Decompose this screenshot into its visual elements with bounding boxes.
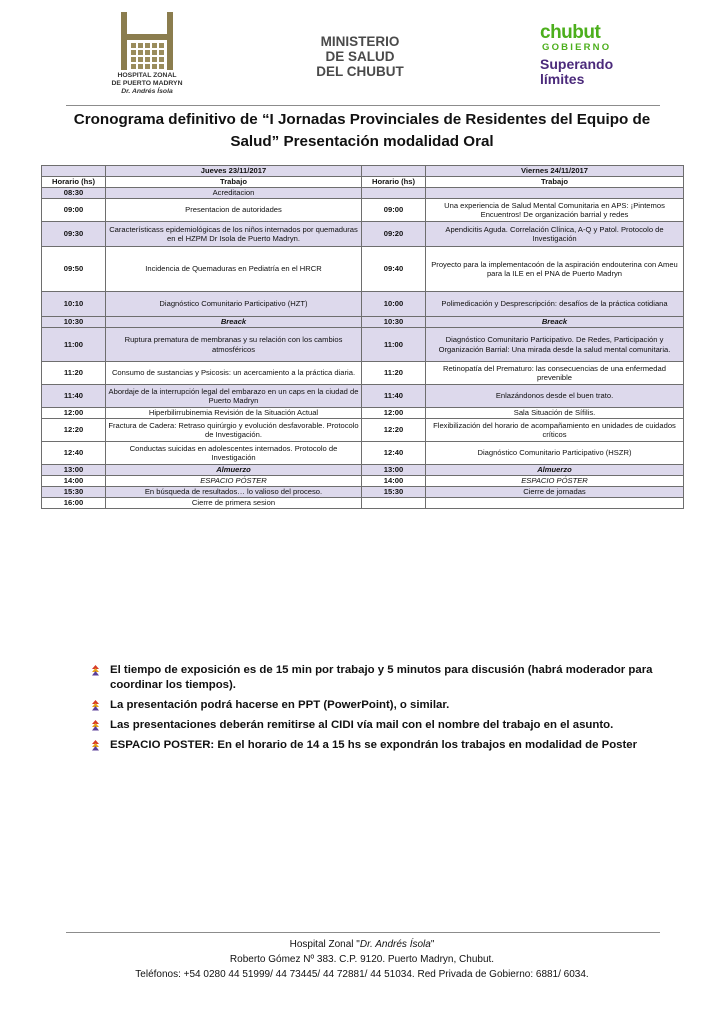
- time-cell-day2: 12:00: [362, 408, 426, 419]
- time-cell-day2: 15:30: [362, 487, 426, 498]
- table-row: [42, 442, 684, 465]
- time-cell-day1: 09:30: [42, 222, 106, 247]
- time-cell-day1: 12:00: [42, 408, 106, 419]
- work-cell-day1: Almuerzo: [106, 465, 362, 476]
- table-row: [42, 292, 684, 317]
- table-row: [42, 385, 684, 408]
- ministry-line1: MINISTERIO: [320, 34, 400, 49]
- table-row: [42, 199, 684, 222]
- footer-line1: [40, 937, 684, 952]
- time-cell-day1: 11:00: [42, 328, 106, 362]
- work-cell-day2: Sala Situación de Sífilis.: [426, 408, 684, 419]
- work-cell-day1: Cierre de primera sesion: [106, 498, 362, 509]
- note-text: La presentación podrá hacerse en PPT (PowerPoint), o similar.: [110, 699, 450, 711]
- hospital-logo-line2: DE PUERTO MADRYN: [111, 80, 183, 87]
- footer-address: Roberto Gómez Nº 383. C.P. 9120. Puerto Madryn, Chubut.: [229, 954, 495, 965]
- note-text: ESPACIO POSTER: En el horario de 14 a 15 hs se expondrán los trabajos en modalidad de Poster: [110, 739, 638, 751]
- day2-header: Viernes 24/11/2017: [426, 166, 684, 177]
- time-cell-day1: 09:00: [42, 199, 106, 222]
- time-cell-day2: 14:00: [362, 476, 426, 487]
- note-item: [84, 718, 684, 733]
- footer-divider: [66, 932, 660, 933]
- time-cell-day1: 11:40: [42, 385, 106, 408]
- work-cell-day2: Proyecto para la implementacoón de la aspiración endouterina con Ameu para la ILE en el PNA de Puerto Madryn: [426, 247, 684, 292]
- time-cell-day2: 09:20: [362, 222, 426, 247]
- work-cell-day2: Diagnóstico Comunitario Participativo (HSZR): [426, 442, 684, 465]
- arrow-bullet-icon: [90, 700, 101, 711]
- work-col-header-1: Trabajo: [106, 177, 362, 188]
- note-text: Las presentaciones deberán remitirse al CIDI vía mail con el nombre del trabajo en el asunto.: [110, 719, 614, 731]
- time-cell-day1: 10:30: [42, 317, 106, 328]
- table-row: [42, 465, 684, 476]
- footer-phones: Teléfonos: +54 0280 44 51999/ 44 73445/ 44 72881/ 44 51034. Red Privada de Gobierno: 6881/ 6034.: [135, 969, 589, 980]
- arrow-bullet-icon: [90, 665, 101, 676]
- time-cell-day2: 10:00: [362, 292, 426, 317]
- table-row: [42, 247, 684, 292]
- work-cell-day2: [426, 188, 684, 199]
- work-cell-day2: Retinopatía del Prematuro: las consecuencias de una enfermedad prevenible: [426, 362, 684, 385]
- ministry-logo: [290, 34, 430, 79]
- footer-hospital-suffix: ": [430, 939, 435, 950]
- time-cell-day1: 16:00: [42, 498, 106, 509]
- header-divider: [66, 105, 660, 106]
- work-cell-day1: Hiperbilirrubinemia Revisión de la Situación Actual: [106, 408, 362, 419]
- time-cell-day1: 12:40: [42, 442, 106, 465]
- work-cell-day2: Diagnóstico Comunitario Participativo. De Redes, Participación y Organización Barrial: Una mirada desde la salud mental comunitaria.: [426, 328, 684, 362]
- work-cell-day1: Presentacion de autoridades: [106, 199, 362, 222]
- time-cell-day1: 08:30: [42, 188, 106, 199]
- arrow-bullet-icon: [90, 720, 101, 731]
- column-header-row: [42, 177, 684, 188]
- table-row: [42, 328, 684, 362]
- time-cell-day2: 11:20: [362, 362, 426, 385]
- time-cell-day2: 11:00: [362, 328, 426, 362]
- work-cell-day1: Acreditacion: [106, 188, 362, 199]
- time-cell-day2: 10:30: [362, 317, 426, 328]
- time-cell-day1: 11:20: [42, 362, 106, 385]
- work-cell-day2: Enlazándonos desde el buen trato.: [426, 385, 684, 408]
- ministry-line2: DE SALUD: [325, 49, 395, 64]
- table-row: [42, 419, 684, 442]
- work-cell-day2: Cierre de jornadas: [426, 487, 684, 498]
- work-cell-day1: Diagnóstico Comunitario Participativo (HZT): [106, 292, 362, 317]
- title-line2: Salud” Presentación modalidad Oral: [230, 133, 494, 150]
- gov-slogan-2: límites: [540, 71, 585, 87]
- hospital-logo: [92, 12, 202, 96]
- time-cell-day1: 13:00: [42, 465, 106, 476]
- title-line1: Cronograma definitivo de “I Jornadas Provinciales de Residentes del Equipo de: [73, 111, 651, 128]
- work-cell-day1: Ruptura prematura de membranas y su relación con los cambios atmosféricos: [106, 328, 362, 362]
- time-cell-day1: 09:50: [42, 247, 106, 292]
- work-cell-day2: Una experiencia de Salud Mental Comunitaria en APS: ¡Pintemos Encuentros! De organización barrial y redes: [426, 199, 684, 222]
- gov-sub: GOBIERNO: [542, 42, 612, 53]
- table-row: [42, 222, 684, 247]
- work-cell-day2: Polimedicación y Desprescripción: desafíos de la práctica cotidiana: [426, 292, 684, 317]
- work-cell-day1: Característicass epidemiológicas de los niños internados por quemaduras en el HZPM Dr Isola de Puerto Madryn.: [106, 222, 362, 247]
- time-col-header-1: Horario (hs): [42, 177, 106, 188]
- note-item: [84, 738, 684, 753]
- footer-hospital-name: Dr. Andrés Ísola: [359, 939, 431, 950]
- note-item: [84, 663, 684, 693]
- work-cell-day1: Consumo de sustancias y Psicosis: un acercamiento a la práctica diaria.: [106, 362, 362, 385]
- time-cell-day1: 15:30: [42, 487, 106, 498]
- work-cell-day1: En búsqueda de resultados… lo valioso del proceso.: [106, 487, 362, 498]
- time-cell-day2: 12:40: [362, 442, 426, 465]
- time-cell-day1: 14:00: [42, 476, 106, 487]
- time-cell-day2: [362, 188, 426, 199]
- work-cell-day2: Almuerzo: [426, 465, 684, 476]
- table-row: [42, 487, 684, 498]
- time-cell-day1: 10:10: [42, 292, 106, 317]
- time-cell-day2: 13:00: [362, 465, 426, 476]
- ministry-line3: DEL CHUBUT: [316, 64, 404, 79]
- time-cell-day2: 09:00: [362, 199, 426, 222]
- work-cell-day2: ESPACIO PÓSTER: [426, 476, 684, 487]
- work-cell-day2: Apendicitis Aguda. Correlación Clínica, A-Q y Patol. Protocolo de Investigación: [426, 222, 684, 247]
- arrow-bullet-icon: [90, 740, 101, 751]
- page-header: [0, 0, 724, 108]
- time-cell-day2: 12:20: [362, 419, 426, 442]
- time-col-header-2: Horario (hs): [362, 177, 426, 188]
- work-cell-day1: Incidencia de Quemaduras en Pediatría en el HRCR: [106, 247, 362, 292]
- table-row: [42, 317, 684, 328]
- day-header-row: [42, 166, 684, 177]
- work-cell-day2: Breack: [426, 317, 684, 328]
- hospital-building-icon: [119, 12, 175, 70]
- document-title: [60, 109, 664, 153]
- work-cell-day2: [426, 498, 684, 509]
- work-cell-day1: Abordaje de la interrupción legal del embarazo en un caps en la ciudad de Puerto Madryn: [106, 385, 362, 408]
- gov-slogan-1: Superando: [540, 56, 614, 72]
- table-row: [42, 362, 684, 385]
- hospital-logo-line1: HOSPITAL ZONAL: [117, 72, 177, 79]
- time-cell-day2: 11:40: [362, 385, 426, 408]
- time-cell-day2: [362, 498, 426, 509]
- footer-hospital-prefix: Hospital Zonal ": [289, 939, 360, 950]
- time-cell-day2: 09:40: [362, 247, 426, 292]
- work-cell-day1: Conductas suicidas en adolescentes internados. Protocolo de Investigación: [106, 442, 362, 465]
- page-footer: [40, 937, 684, 982]
- work-cell-day1: Fractura de Cadera: Retraso quirúrgio y evolución desfavorable. Protocolo de Investigación.: [106, 419, 362, 442]
- table-row: [42, 476, 684, 487]
- note-item: [84, 698, 684, 713]
- hospital-logo-line3: Dr. Andrés Ísola: [121, 88, 173, 95]
- table-row: [42, 188, 684, 199]
- work-col-header-2: Trabajo: [426, 177, 684, 188]
- work-cell-day1: Breack: [106, 317, 362, 328]
- day1-header: Jueves 23/11/2017: [106, 166, 362, 177]
- time-cell-day1: 12:20: [42, 419, 106, 442]
- schedule-table: [41, 165, 684, 509]
- gov-brand: chubut: [540, 22, 601, 43]
- hospital-logo-text: [92, 72, 202, 96]
- work-cell-day2: Flexibilización del horario de acompañamiento en unidades de cuidados críticos: [426, 419, 684, 442]
- note-text: El tiempo de exposición es de 15 min por trabajo y 5 minutos para discusión (habrá moderador para coordinar los tiempos).: [110, 664, 653, 691]
- chubut-government-logo: [540, 24, 660, 87]
- notes-list: [84, 663, 684, 758]
- table-row: [42, 498, 684, 509]
- work-cell-day1: ESPACIO PÓSTER: [106, 476, 362, 487]
- table-row: [42, 408, 684, 419]
